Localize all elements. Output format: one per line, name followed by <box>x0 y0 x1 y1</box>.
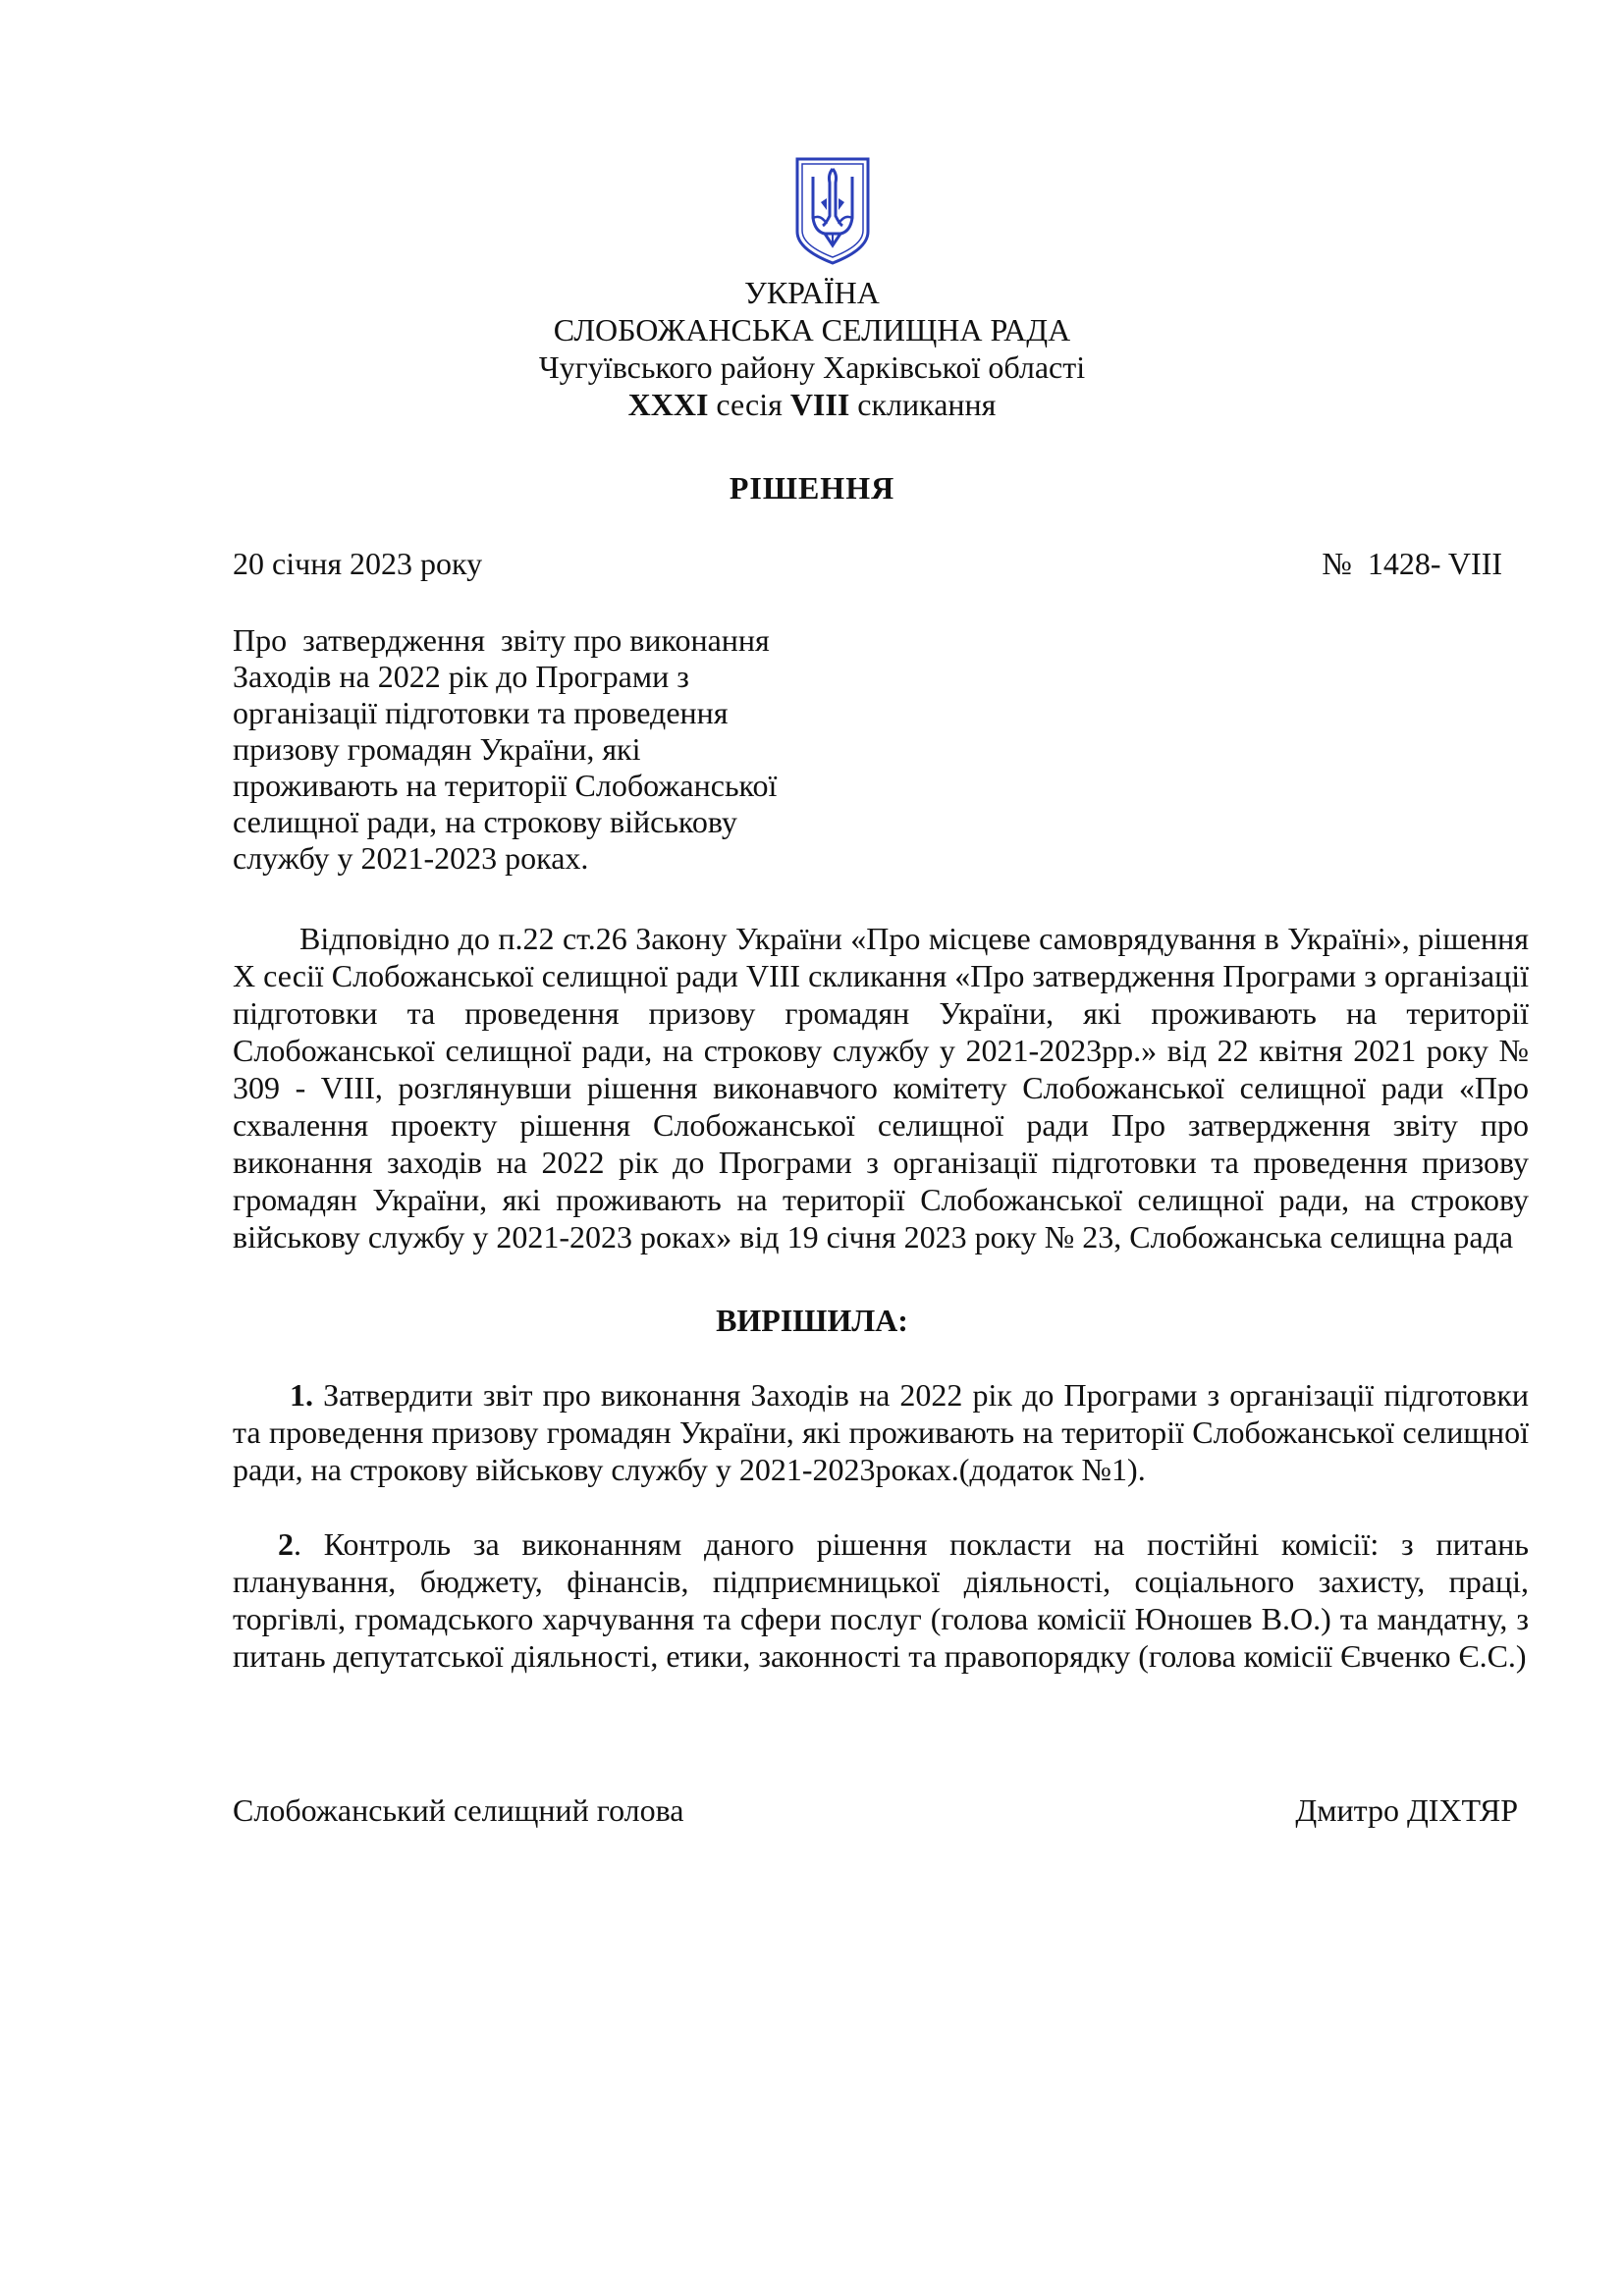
session-number: XXXI <box>627 387 709 422</box>
subject-line: Про затвердження звіту про виконання <box>233 622 770 658</box>
decision-subject <box>233 622 822 877</box>
header-council: СЛОБОЖАНСЬКА СЕЛИЩНА РАДА <box>553 312 1071 347</box>
decision-item-2 <box>233 1525 1529 1675</box>
header-district: Чугуївського району Харківської області <box>538 349 1086 385</box>
item-text: . Контроль за виконанням даного рішення покласти на постійні комісії: з питань планування, бюджету, фінансів, підприємницької діяльності, соціального захисту, праці, торгівлі, громадського харчування та сфери послуг (голова комісії Юношев В.О.) та мандатну, з питань депутатської діяльності, етики, законності та правопорядку (голова комісії Євченко Є.С.) <box>233 1526 1529 1674</box>
signatory-position: Слобожанський селищний голова <box>233 1792 684 1828</box>
convocation-word: скликання <box>849 387 997 422</box>
signatory-name: Дмитро ДІХТЯР <box>1295 1792 1518 1828</box>
subject-line: проживають на території Слобожанської <box>233 768 778 803</box>
preamble-paragraph: Відповідно до п.22 ст.26 Закону України «Про місцеве самоврядування в Україні», рішення X сесії Слобожанської селищної ради VIII скликання «Про затвердження Програми з організації підготовки та проведення призову громадян України, які проживають на території Слобожанської селищної ради, на строкову службу у 2021-2023рр.» від 22 квітня 2021 року № 309 - VIII, розглянувши рішення виконавчого комітету Слобожанської селищної ради «Про схвалення проекту рішення Слобожанської селищної ради Про затвердження звіту про виконання заходів на 2022 рік до Програми з організації підготовки та проведення призову громадян України, які проживають на території Слобожанської селищної ради, на строкову військову службу у 2021-2023 роках» від 19 січня 2023 року № 23, Слобожанська селищна рада <box>233 921 1529 1255</box>
subject-line: Заходів на 2022 рік до Програми з <box>233 659 689 694</box>
decision-item-1 <box>233 1376 1529 1488</box>
document-title: РІШЕННЯ <box>729 470 895 506</box>
convocation-number: VIII <box>789 387 850 422</box>
item-text: Затвердити звіт про виконання Заходів на 2022 рік до Програми з організації підготовки та проведення призову громадян України, які проживають на території Слобожанської селищної ради, на строкову військову службу у 2021-2023роках.(додаток №1). <box>233 1377 1529 1487</box>
header-session <box>0 386 1624 423</box>
decision-number: № 1428- VIII <box>1322 546 1502 581</box>
subject-line: організації підготовки та проведення <box>233 695 729 730</box>
subject-line: службу у 2021-2023 роках. <box>233 840 589 876</box>
header-country: УКРАЇНА <box>744 275 880 310</box>
item-number: 2 <box>278 1526 294 1562</box>
session-word: сесія <box>708 387 790 422</box>
decided-heading: ВИРІШИЛА: <box>716 1303 908 1338</box>
tryzub-coat-of-arms-icon <box>793 155 872 266</box>
decision-date: 20 січня 2023 року <box>233 546 483 581</box>
subject-line: селищної ради, на строкову військову <box>233 804 737 839</box>
item-number: 1. <box>290 1377 313 1413</box>
subject-line: призову громадян України, які <box>233 731 641 767</box>
